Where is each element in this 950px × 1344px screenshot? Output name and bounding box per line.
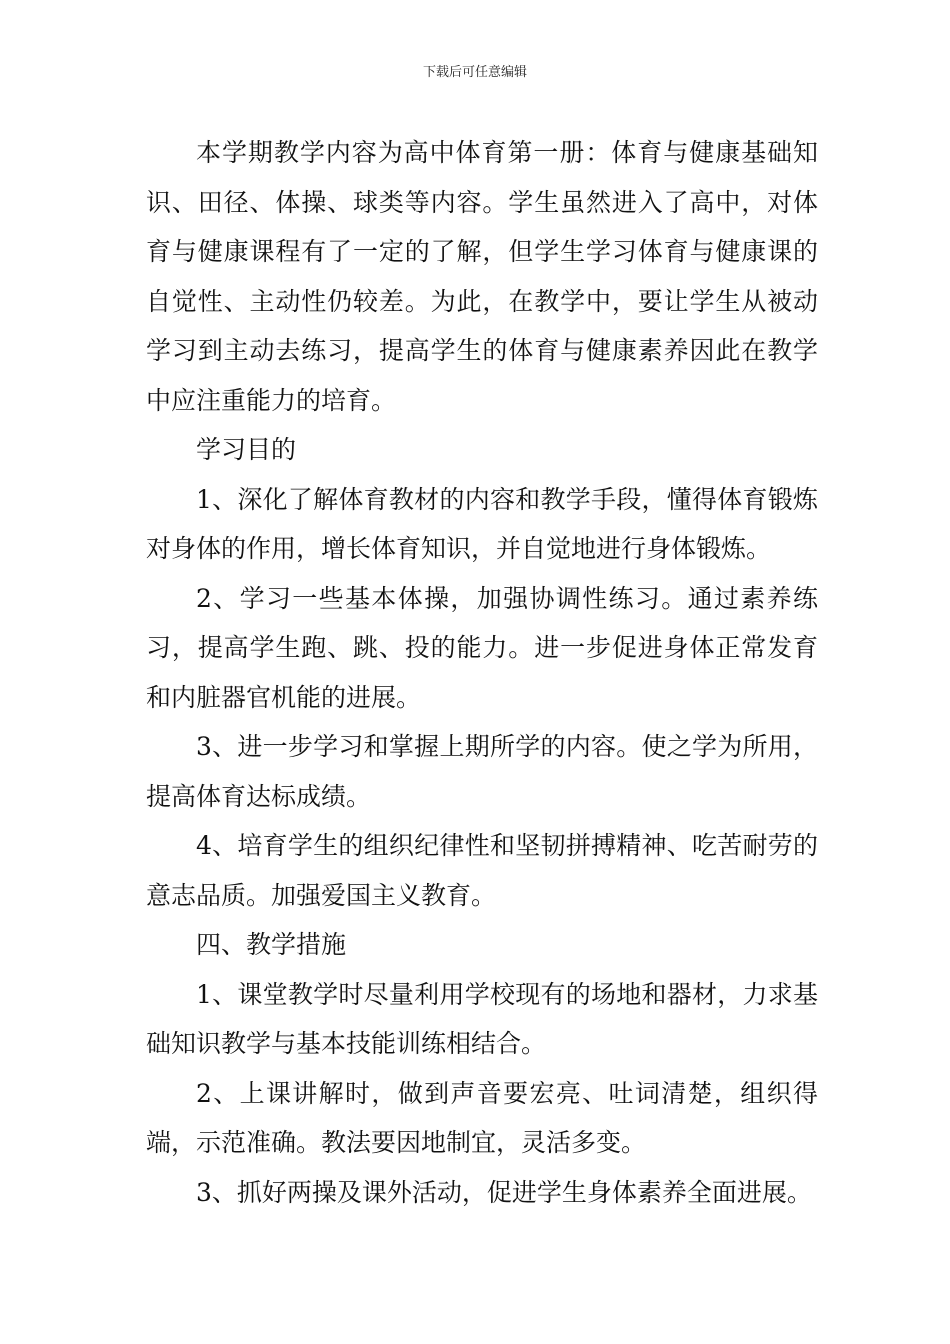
goal-item-1: 1、深化了解体育教材的内容和教学手段，懂得体育锻炼对身体的作用，增长体育知识，并自觉地进行身体锻炼。 — [146, 484, 818, 563]
intro-paragraph: 本学期教学内容为高中体育第一册：体育与健康基础知识、田径、体操、球类等内容。学生虽然进入了高中，对体育与健康课程有了一定的了解，但学生学习体育与健康课的自觉性、主动性仍较差。为此，在教学中，要让学生从被动学习到主动去练习，提高学生的体育与健康素养因此在教学中应注重能力的培育。 — [146, 138, 818, 415]
section-heading-teaching-measures: 四、教学措施 — [196, 930, 347, 959]
measure-item-1: 1、课堂教学时尽量利用学校现有的场地和器材，力求基础知识教学与基本技能训练相结合。 — [146, 979, 818, 1058]
document-body — [146, 128, 818, 1217]
measure-item-2: 2、上课讲解时，做到声音要宏亮、吐词清楚，组织得端，示范准确。教法要因地制宜，灵活多变。 — [146, 1078, 818, 1157]
measure-item-3: 3、抓好两操及课外活动，促进学生身体素养全面进展。 — [196, 1177, 812, 1207]
section-heading-learning-goals: 学习目的 — [196, 435, 297, 464]
goal-item-3: 3、进一步学习和掌握上期所学的内容。使之学为所用，提高体育达标成绩。 — [146, 732, 818, 811]
header-note: 下载后可任意编辑 — [422, 65, 527, 80]
goal-item-4: 4、培育学生的组织纪律性和坚韧拼搏精神、吃苦耐劳的意志品质。加强爱国主义教育。 — [146, 831, 818, 910]
goal-item-2: 2、学习一些基本体操，加强协调性练习。通过素养练习，提高学生跑、跳、投的能力。进一步促进身体正常发育和内脏器官机能的进展。 — [146, 583, 818, 712]
